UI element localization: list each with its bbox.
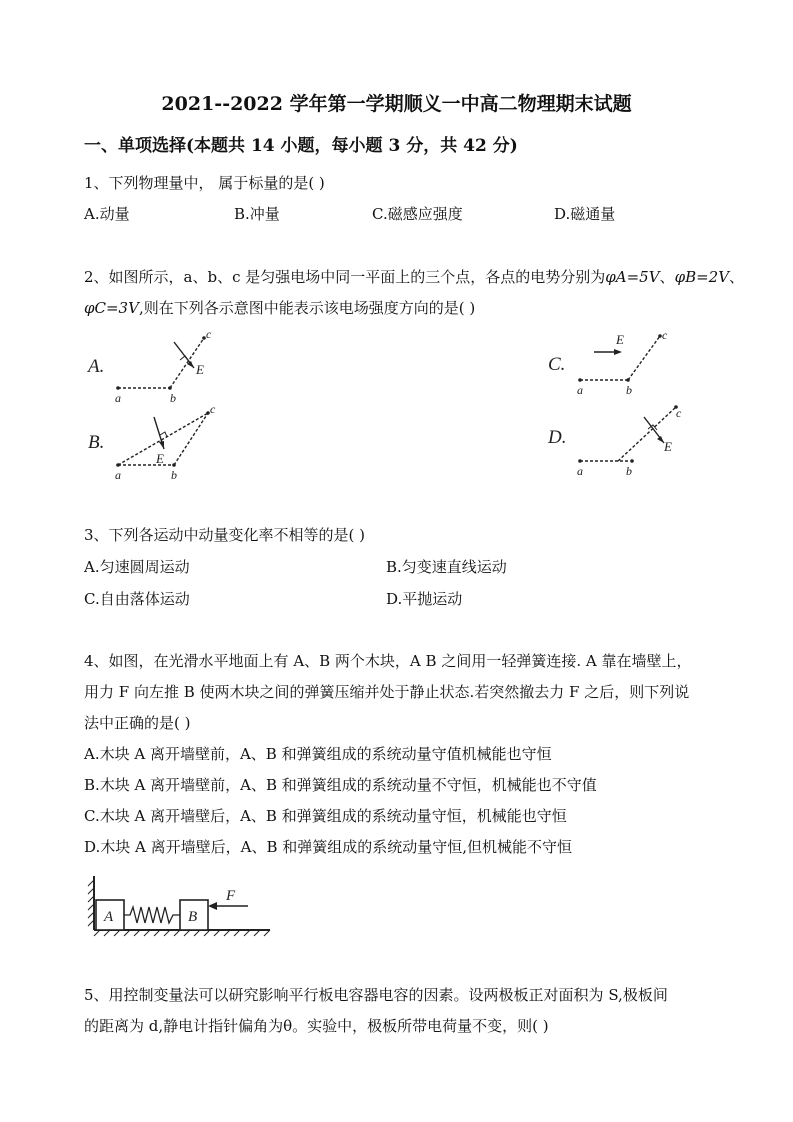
right-angle-icon bbox=[160, 432, 167, 437]
label-a: a bbox=[115, 468, 121, 482]
section-heading: 一、单项选择(本题共 14 小题，每小题 3 分，共 42 分) bbox=[84, 136, 518, 156]
separator: 、 bbox=[659, 268, 675, 286]
figure-2a bbox=[84, 327, 224, 410]
question-4-option-d: D.木块 A 离开墙壁后，A、B 和弹簧组成的系统动量守恒,但机械能不守恒 bbox=[84, 838, 573, 856]
phi-a: φA=5V bbox=[605, 268, 660, 286]
question-1-option-c: C.磁感应强度 bbox=[372, 205, 463, 223]
figure-2b bbox=[84, 403, 224, 483]
question-3-option-a: A.匀速圆周运动 bbox=[84, 558, 190, 576]
arrow-left-icon bbox=[208, 902, 217, 910]
question-3-option-d: D.平抛运动 bbox=[386, 590, 463, 608]
label-e: E bbox=[196, 362, 204, 377]
spring bbox=[124, 907, 180, 923]
question-3-stem: 3、下列各运动中动量变化率不相等的是( ) bbox=[84, 526, 366, 544]
label-c: c bbox=[206, 327, 212, 341]
block-a-label: A bbox=[104, 909, 114, 925]
question-3-option-c: C.自由落体运动 bbox=[84, 590, 190, 608]
figure-2d-label: D. bbox=[548, 427, 567, 448]
question-4-option-a: A.木块 A 离开墙壁前，A、B 和弹簧组成的系统动量守值机械能也守恒 bbox=[84, 745, 552, 763]
label-c: c bbox=[676, 406, 682, 420]
question-2-text: 2、如图所示，a、b、c 是匀强电场中同一平面上的三个点，各点的电势分别为 bbox=[84, 268, 606, 286]
block-b-label: B bbox=[188, 909, 198, 925]
question-1-option-d: D.磁通量 bbox=[554, 205, 616, 223]
label-b: b bbox=[170, 391, 176, 405]
figure-2c-label: C. bbox=[548, 354, 566, 375]
point-a bbox=[116, 386, 120, 390]
label-b: b bbox=[171, 468, 177, 482]
arrow-head-icon bbox=[614, 349, 622, 355]
question-2-line-1 bbox=[84, 267, 744, 287]
label-a: a bbox=[577, 464, 583, 478]
point-a bbox=[578, 378, 582, 382]
label-e: E bbox=[616, 332, 624, 347]
question-4-option-c: C.木块 A 离开墙壁后，A、B 和弹簧组成的系统动量守恒，机械能也守恒 bbox=[84, 807, 567, 825]
segment-bc bbox=[628, 336, 660, 380]
point-b bbox=[172, 463, 176, 467]
figure-2c bbox=[546, 330, 686, 410]
label-b: b bbox=[626, 464, 632, 478]
separator: 、 bbox=[729, 268, 745, 286]
question-3-option-b: B.匀变速直线运动 bbox=[386, 558, 507, 576]
figure-2b-label: B. bbox=[88, 432, 105, 453]
figure-4-spring-blocks bbox=[86, 872, 276, 938]
phi-c: φC=3V bbox=[84, 299, 139, 317]
label-e: E bbox=[156, 451, 164, 466]
question-1-stem: 1、下列物理量中， 属于标量的是( ) bbox=[84, 174, 325, 192]
page-title: 2021--2022 学年第一学期顺义一中高二物理期末试题 bbox=[161, 93, 632, 115]
segment-bc bbox=[174, 413, 208, 465]
label-c: c bbox=[210, 402, 216, 416]
question-5-line-2: 的距离为 d,静电计指针偏角为θ。实验中，极板所带电荷量不变，则( ) bbox=[84, 1017, 549, 1035]
question-1-option-a: A.动量 bbox=[84, 205, 130, 223]
arrow-head-icon bbox=[657, 436, 664, 443]
point-a bbox=[578, 459, 582, 463]
point-a bbox=[116, 463, 120, 467]
question-4-line-3: 法中正确的是( ) bbox=[84, 714, 191, 732]
force-label: F bbox=[226, 888, 236, 904]
arrow-head-icon bbox=[159, 441, 164, 449]
phi-b: φB=2V bbox=[674, 268, 730, 286]
point-b bbox=[630, 459, 634, 463]
label-b: b bbox=[626, 383, 632, 397]
label-a: a bbox=[115, 391, 121, 405]
question-5-line-1: 5、用控制变量法可以研究影响平行板电容器电容的因素。设两极板正对面积为 S,极板间 bbox=[84, 986, 668, 1004]
question-1-option-b: B.冲量 bbox=[234, 205, 280, 223]
question-4-option-b: B.木块 A 离开墙壁前，A、B 和弹簧组成的系统动量不守恒，机械能也不守值 bbox=[84, 776, 597, 794]
question-4-line-1: 4、如图，在光滑水平地面上有 A、B 两个木块，A B 之间用一轻弹簧连接. A 靠在墙壁上， bbox=[84, 652, 692, 670]
label-e: E bbox=[664, 439, 672, 454]
figure-2a-label: A. bbox=[88, 356, 105, 377]
question-2-text-end: ,则在下列各示意图中能表示该电场强度方向的是( ) bbox=[138, 299, 476, 317]
label-a: a bbox=[577, 383, 583, 397]
point-b bbox=[626, 378, 630, 382]
question-2-line-2 bbox=[84, 298, 475, 318]
label-c: c bbox=[662, 328, 668, 342]
question-4-line-2: 用力 F 向左推 B 使两木块之间的弹簧压缩并处于静止状态.若突然撤去力 F 之后，则下列说 bbox=[84, 683, 690, 701]
figure-2d bbox=[546, 403, 686, 483]
point-b bbox=[168, 386, 172, 390]
